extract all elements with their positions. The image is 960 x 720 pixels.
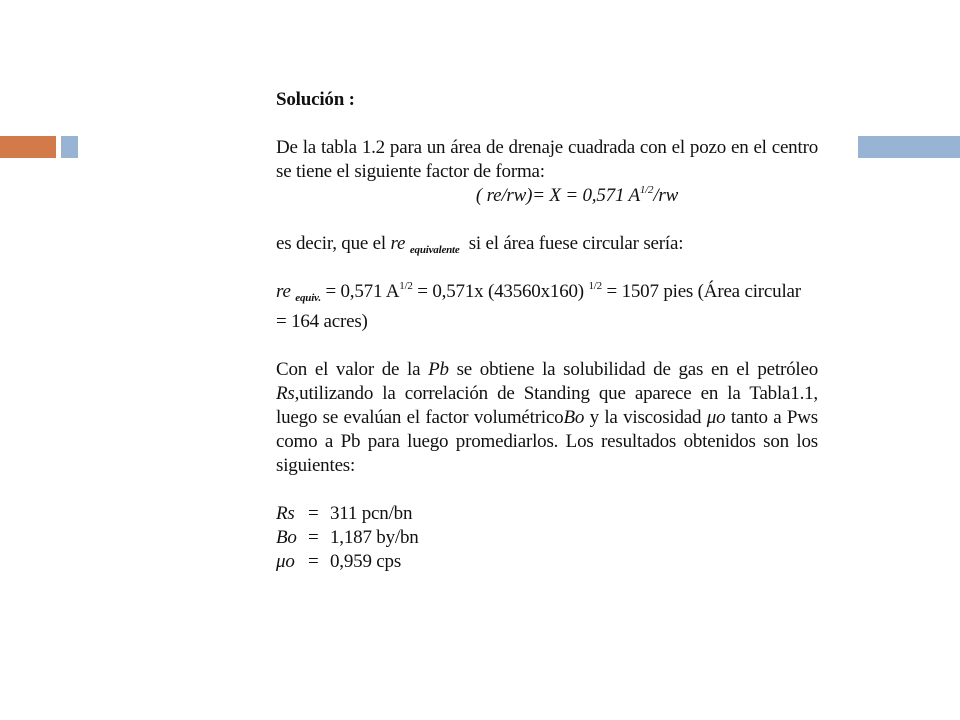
paragraph-shape-factor — [276, 136, 818, 184]
decor-bar-orange — [0, 136, 56, 158]
para1-line1: De la tabla 1.2 para un área de drenaje cuadrada con el pozo en el — [276, 137, 767, 158]
result-row-rs: Rs = 311 pcn/bn — [276, 503, 413, 524]
para1-line2: centro se tiene el siguiente factor de forma: — [276, 137, 818, 182]
solution-heading: Solución : — [276, 89, 355, 110]
decor-bar-blue-small — [61, 136, 78, 158]
result-row-bo: Bo = 1,187 by/bn — [276, 527, 419, 548]
result-row-mu: μo = 0,959 cps — [276, 551, 402, 572]
paragraph-solubility: Con el valor de la Pb se obtiene la solubilidad de gas en el petróleo Rs,utilizando la correlación de Standing que aparece en la Tabla1.1, luego se evalúan el factor volumétricoBo y la viscosidad μo tanto a Pws como a Pb para luego promediarlos. Los resultados obtenidos son los siguientes: — [276, 359, 819, 476]
formula-shape-factor: ( re/rw)= X = 0,571 $A^{1/2}/rw$ — [475, 184, 679, 206]
results-list — [276, 502, 818, 574]
paragraph-equivalent-calc: re $_{equiv.}$ = 0,571 $A^{1/2} = 0,571x$ (43560x160) $^{1/2}$ = 1507 pies (Área circular = 164 acres) — [276, 280, 801, 332]
paragraph-equivalent-radius: es decir, que el re $_{equivalente}$ si el área fuese circular sería: — [276, 233, 684, 256]
scanned-document — [276, 88, 818, 574]
decor-bar-blue-right — [858, 136, 960, 158]
